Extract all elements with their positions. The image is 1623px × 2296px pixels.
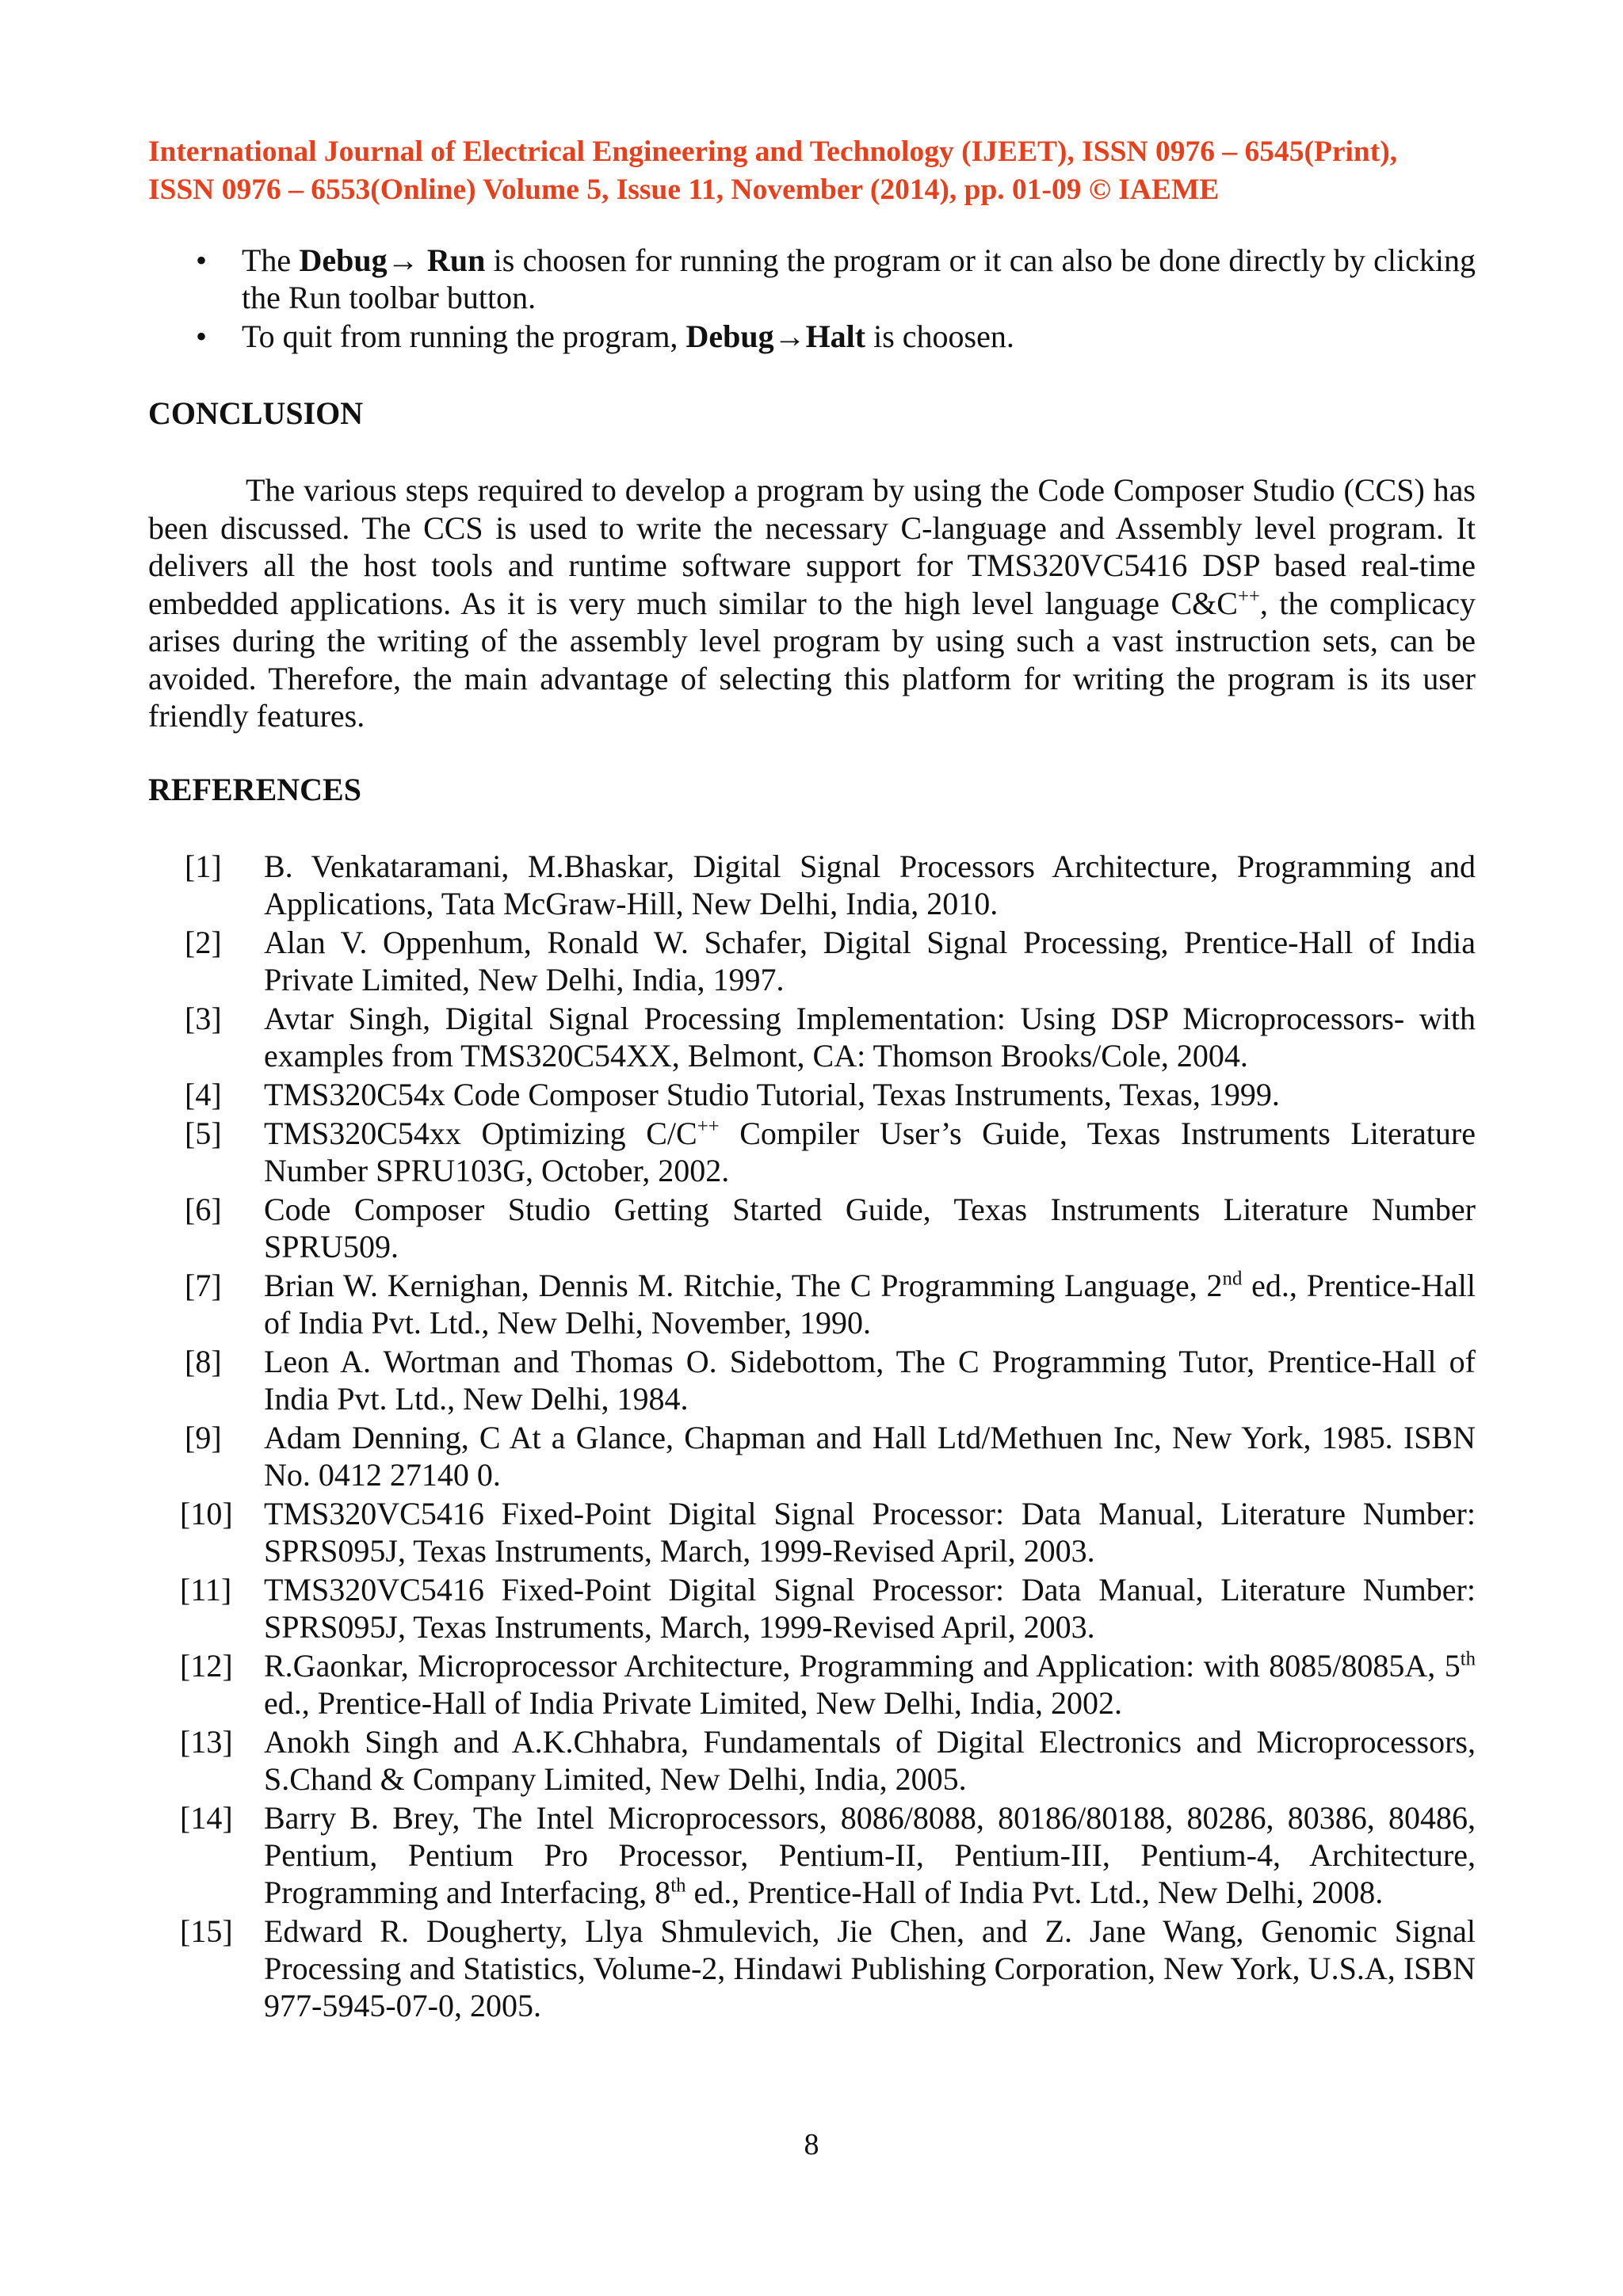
reference-item: [11] TMS320VC5416 Fixed-Point Digital Signal Processor: Data Manual, Literature Number: SPRS095J, Texas Instruments, March, 1999-Revised April, 2003.: [180, 1572, 1476, 1645]
reference-item: [8] Leon A. Wortman and Thomas O. Sidebottom, The C Programming Tutor, Prentice-Hall of India Pvt. Ltd., New Delhi, 1984.: [185, 1344, 1476, 1417]
reference-number: [11]: [180, 1572, 232, 1608]
references-heading: REFERENCES: [148, 772, 361, 807]
reference-item: [6] Code Composer Studio Getting Started Guide, Texas Instruments Literature Number SPRU509.: [185, 1192, 1476, 1264]
reference-list: [148, 848, 1476, 2026]
menu-path-debug-run: Debug→ Run: [299, 242, 486, 278]
reference-item: [15] Edward R. Dougherty, Llya Shmulevich, Jie Chen, and Z. Jane Wang, Genomic Signal Processing and Statistics, Volume-2, Hindawi Publishing Corporation, New York, U.S.A, ISBN 977-5945-07-0, 2005.: [180, 1913, 1476, 2023]
conclusion-paragraph: The various steps required to develop a program by using the Code Composer Studio (CCS) has been discussed. The CCS is used to write the necessary C-language and Assembly level program. It delivers all the host tools and runtime software support for TMS320VC5416 DSP based real-time embedded applications. As it is very much similar to the high level language C&C++, the complicacy arises during the writing of the assembly level program by using such a vast instruction sets, can be avoided. Therefore, the main advantage of selecting this platform for writing the program is its user friendly features.: [148, 472, 1476, 734]
reference-number: [6]: [185, 1192, 222, 1227]
menu-path-debug-halt: Debug→Halt: [685, 318, 866, 354]
journal-header: [148, 133, 1480, 209]
reference-item: [12] R.Gaonkar, Microprocessor Architecture, Programming and Application: with 8085/8085A, 5th ed., Prentice-Hall of India Private Limited, New Delhi, India, 2002.: [180, 1648, 1476, 1721]
reference-item: [2] Alan V. Oppenhum, Ronald W. Schafer, Digital Signal Processing, Prentice-Hall of India Private Limited, New Delhi, India, 1997.: [185, 925, 1476, 997]
reference-item: [9] Adam Denning, C At a Glance, Chapman and Hall Ltd/Methuen Inc, New York, 1985. ISBN No. 0412 27140 0.: [185, 1420, 1476, 1493]
bullet-list: [148, 242, 1476, 357]
page-number: 8: [804, 2128, 819, 2161]
reference-item: [4] TMS320C54x Code Composer Studio Tutorial, Texas Instruments, Texas, 1999.: [185, 1077, 1280, 1112]
reference-item: [10] TMS320VC5416 Fixed-Point Digital Signal Processor: Data Manual, Literature Number: SPRS095J, Texas Instruments, March, 1999-Revised April, 2003.: [180, 1496, 1476, 1569]
reference-number: [9]: [185, 1420, 222, 1455]
journal-header-line-1: International Journal of Electrical Engineering and Technology (IJEET), ISSN 0976 – 6545(Print),: [148, 135, 1398, 168]
reference-number: [15]: [180, 1913, 233, 1949]
reference-number: [14]: [180, 1800, 233, 1836]
superscript: ++: [1237, 585, 1260, 608]
reference-item: [7] Brian W. Kernighan, Dennis M. Ritchie, The C Programming Language, 2nd ed., Prentice-Hall of India Pvt. Ltd., New Delhi, November, 1990.: [185, 1268, 1476, 1341]
bullet-item: • The Debug→ Run is choosen for running the program or it can also be done directly by clicking the Run toolbar button.: [196, 242, 1476, 315]
reference-number: [2]: [185, 925, 222, 960]
reference-number: [10]: [180, 1496, 233, 1531]
reference-item: [5] TMS320C54xx Optimizing C/C++ Compiler User’s Guide, Texas Instruments Literature Number SPRU103G, October, 2002.: [185, 1116, 1476, 1188]
bullet-item: • To quit from running the program, Debug→Halt is choosen.: [196, 318, 1014, 354]
journal-header-line-2: ISSN 0976 – 6553(Online) Volume 5, Issue 11, November (2014), pp. 01-09 © IAEME: [148, 174, 1220, 206]
reference-item: [3] Avtar Singh, Digital Signal Processing Implementation: Using DSP Microprocessors- with examples from TMS320C54XX, Belmont, CA: Thomson Brooks/Cole, 2004.: [185, 1001, 1476, 1074]
conclusion-heading: CONCLUSION: [148, 395, 364, 431]
reference-number: [13]: [180, 1724, 233, 1760]
bullet-icon: •: [196, 318, 208, 354]
reference-item: [14] Barry B. Brey, The Intel Microprocessors, 8086/8088, 80186/80188, 80286, 80386, 80486, Pentium, Pentium Pro Processor, Pentium-II, Pentium-III, Pentium-4, Architecture, Programming and Interfacing, 8th ed., Prentice-Hall of India Pvt. Ltd., New Delhi, 2008.: [180, 1800, 1476, 1910]
bullet-icon: •: [196, 242, 208, 278]
reference-item: [13] Anokh Singh and A.K.Chhabra, Fundamentals of Digital Electronics and Microprocessors, S.Chand & Company Limited, New Delhi, India, 2005.: [180, 1724, 1476, 1797]
reference-number: [4]: [185, 1077, 222, 1112]
reference-item: [1] B. Venkataramani, M.Bhaskar, Digital Signal Processors Architecture, Programming and Applications, Tata McGraw-Hill, New Delhi, India, 2010.: [185, 849, 1476, 921]
reference-number: [3]: [185, 1001, 222, 1036]
reference-number: [8]: [185, 1344, 222, 1379]
reference-number: [5]: [185, 1116, 222, 1151]
reference-number: [12]: [180, 1648, 233, 1684]
reference-number: [1]: [185, 849, 222, 884]
reference-number: [7]: [185, 1268, 222, 1303]
